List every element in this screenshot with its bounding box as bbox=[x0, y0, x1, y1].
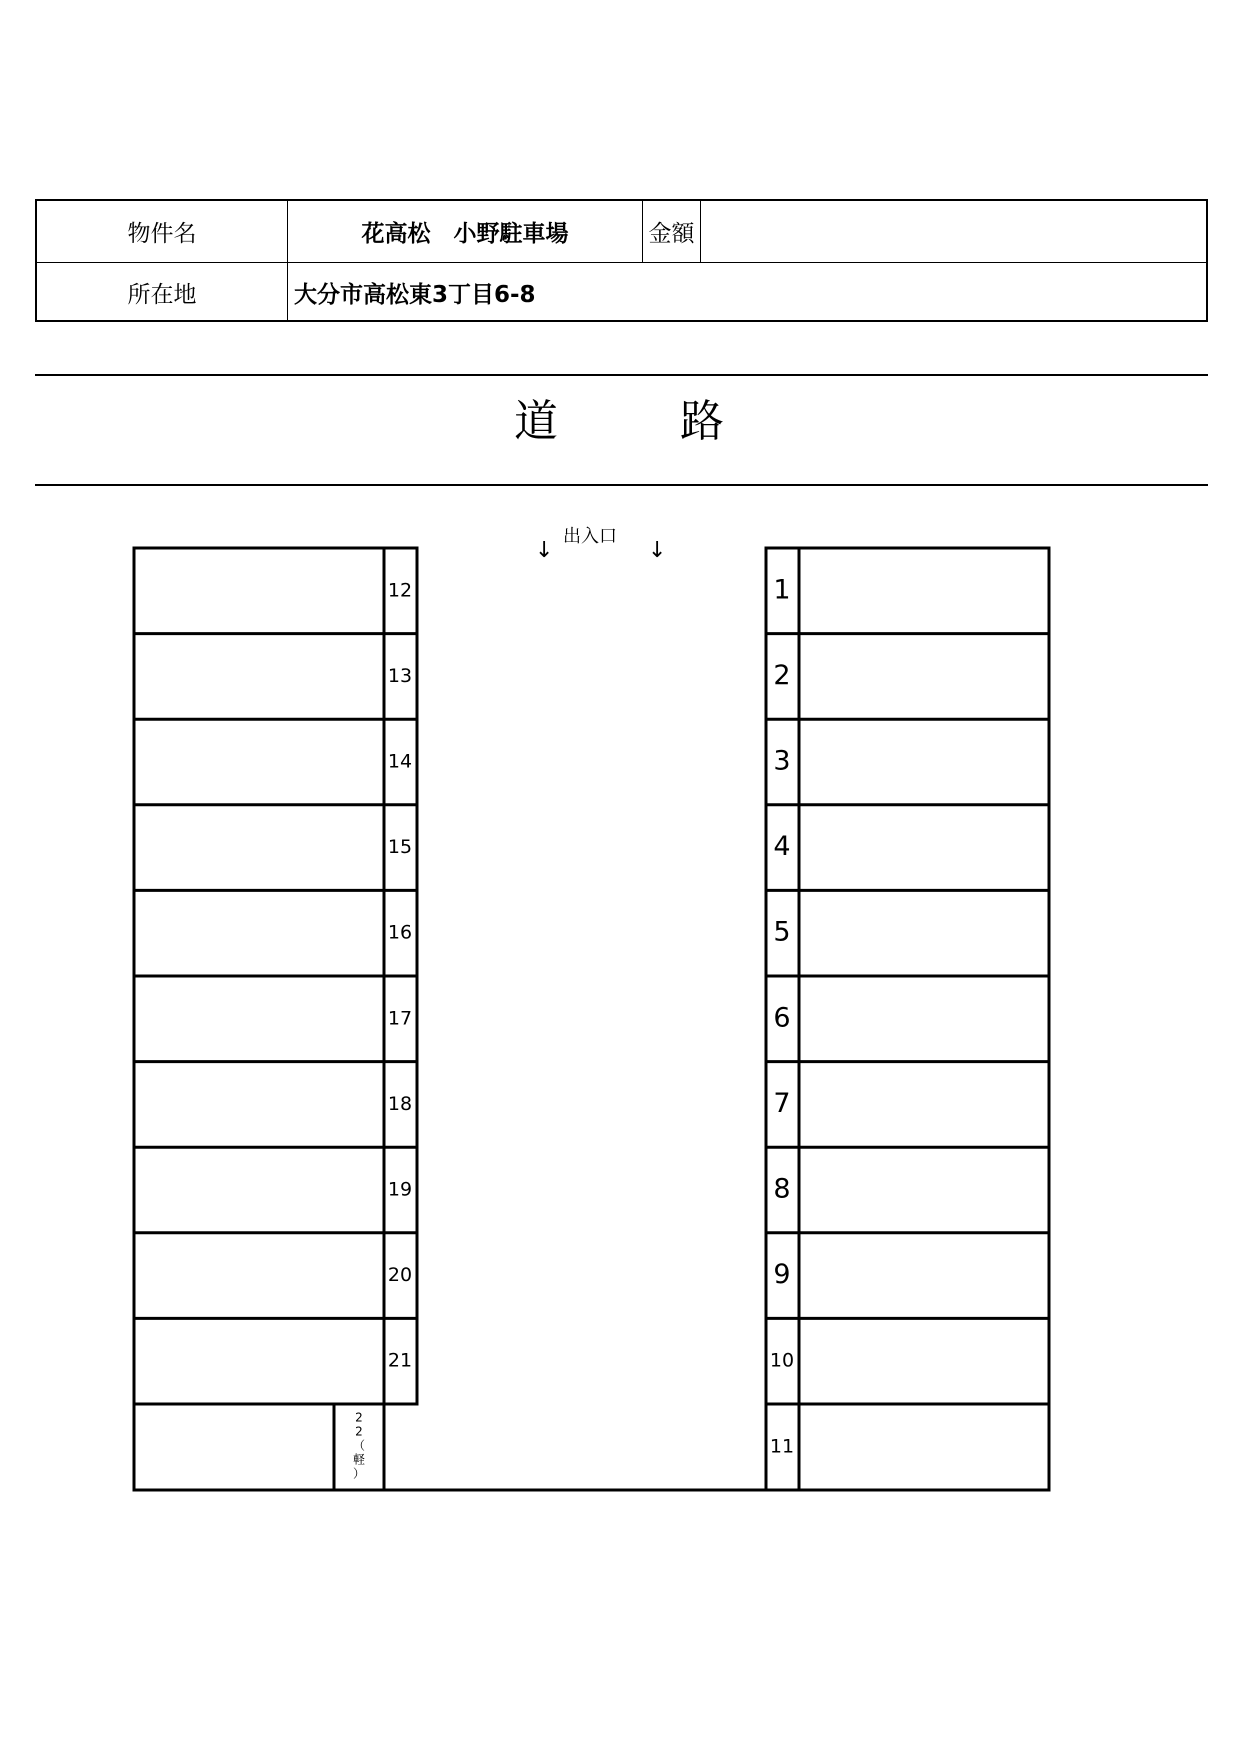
spot-number-9: 9 bbox=[773, 1259, 791, 1291]
road-label-char-1: 道 bbox=[514, 396, 558, 447]
right-block-body bbox=[799, 548, 1049, 1490]
spot-number-8: 8 bbox=[773, 1173, 791, 1205]
spot-number-22-char: 2 bbox=[355, 1424, 363, 1439]
address-label: 所在地 bbox=[37, 262, 288, 322]
spot-number-4: 4 bbox=[773, 831, 791, 863]
spot-number-3: 3 bbox=[773, 745, 791, 777]
spot-number-5: 5 bbox=[773, 916, 791, 948]
spot-number-18: 18 bbox=[387, 1092, 413, 1115]
spot-number-14: 14 bbox=[387, 750, 413, 773]
spot-number-6: 6 bbox=[773, 1002, 791, 1034]
road-label-char-2: 路 bbox=[680, 396, 724, 447]
entrance-arrow-left-icon: ↓ bbox=[535, 538, 554, 563]
spot-number-22-char: 軽 bbox=[352, 1452, 366, 1467]
spot-number-22-char: ） bbox=[352, 1466, 366, 1481]
spot-number-1: 1 bbox=[773, 574, 791, 606]
amount-label: 金額 bbox=[643, 201, 701, 262]
property-name-label: 物件名 bbox=[37, 201, 288, 262]
spot-number-2: 2 bbox=[773, 659, 791, 691]
spot-number-15: 15 bbox=[387, 836, 413, 859]
spot-number-17: 17 bbox=[387, 1007, 413, 1030]
spot-number-13: 13 bbox=[387, 664, 413, 687]
spot-number-12: 12 bbox=[387, 579, 413, 602]
spot-number-19: 19 bbox=[387, 1178, 413, 1201]
entrance-arrow-right-icon: ↓ bbox=[648, 538, 667, 563]
property-name-value: 花高松 小野駐車場 bbox=[288, 201, 643, 262]
entrance-label: 出入口 bbox=[563, 526, 617, 547]
spot-number-21: 21 bbox=[387, 1349, 413, 1372]
spot-number-22-char: 2 bbox=[355, 1410, 363, 1425]
spot-number-20: 20 bbox=[387, 1264, 413, 1287]
spot-number-11: 11 bbox=[769, 1435, 795, 1458]
spot-number-7: 7 bbox=[773, 1087, 791, 1119]
left-bottom-block bbox=[134, 1404, 384, 1490]
spot-number-16: 16 bbox=[387, 921, 413, 944]
address-value: 大分市高松東3丁目6-8 bbox=[294, 281, 536, 308]
spot-number-22-char: （ bbox=[352, 1438, 366, 1453]
spot-number-10: 10 bbox=[769, 1349, 795, 1372]
